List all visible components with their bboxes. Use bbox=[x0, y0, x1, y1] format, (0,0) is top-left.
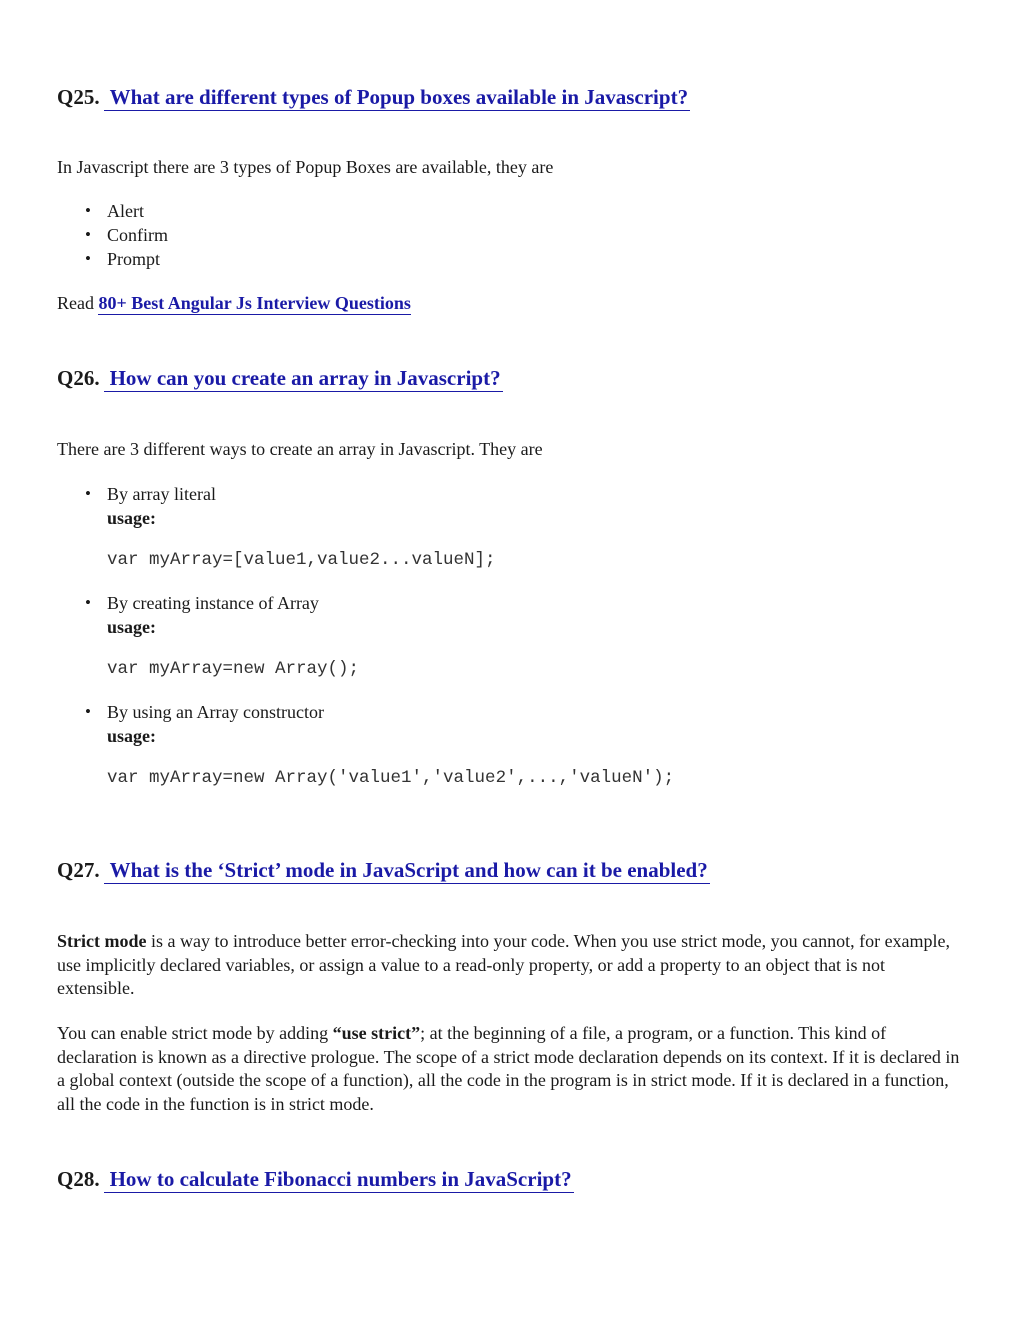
q28-heading bbox=[57, 1166, 574, 1192]
q25-read-more bbox=[57, 292, 962, 316]
q25-heading bbox=[57, 84, 690, 110]
q27-title-link[interactable]: What is the ‘Strict’ mode in JavaScript and how can it be enabled? bbox=[104, 858, 710, 884]
q27-paragraph-2 bbox=[57, 1022, 962, 1116]
strict-mode-term: Strict mode bbox=[57, 931, 147, 951]
usage-label: usage: bbox=[107, 617, 156, 637]
q26-number: Q26. bbox=[57, 366, 100, 390]
array-method-label: By array literal bbox=[107, 484, 216, 504]
bullet-icon: • bbox=[85, 702, 91, 721]
paragraph-text: ; at the beginning of a file, a program, or a function. This kind of declaration is known as a directive prologue. The scope of a strict mode declaration depends on its context. If it is declared in a global context (outside the scope of a function), all the code in the program is in strict mode. If it is declared in a function, all the code in the function is in strict mode. bbox=[57, 1023, 960, 1114]
paragraph-text: is a way to introduce better error-checking into your code. When you use strict mode, you cannot, for example, use implicitly declared variables, or assign a value to a read-only property, or add a property to an object that is not extensible. bbox=[57, 931, 951, 998]
array-method-label: By using an Array constructor bbox=[107, 702, 324, 722]
usage-label: usage: bbox=[107, 508, 156, 528]
angular-questions-link[interactable]: 80+ Best Angular Js Interview Questions bbox=[98, 293, 411, 313]
q25-title-link[interactable]: What are different types of Popup boxes available in Javascript? bbox=[104, 85, 690, 111]
usage-label: usage: bbox=[107, 726, 156, 746]
q28-title-link[interactable]: How to calculate Fibonacci numbers in JavaScript? bbox=[104, 1167, 574, 1193]
paragraph-text: You can enable strict mode by adding bbox=[57, 1023, 333, 1043]
q27-paragraph-1 bbox=[57, 930, 962, 1001]
q28-number: Q28. bbox=[57, 1167, 100, 1191]
q26-intro: There are 3 different ways to create an array in Javascript. They are bbox=[57, 439, 543, 459]
use-strict-term: “use strict” bbox=[332, 1023, 421, 1043]
q25-popup-list bbox=[57, 199, 168, 271]
list-item: • Confirm bbox=[57, 223, 168, 247]
bullet-icon: • bbox=[85, 593, 91, 612]
q27-heading bbox=[57, 857, 710, 883]
list-item: • Prompt bbox=[57, 247, 168, 271]
array-method-label: By creating instance of Array bbox=[107, 593, 319, 613]
code-snippet: var myArray=new Array('value1','value2',...,'valueN'); bbox=[107, 768, 675, 788]
q26-title-link[interactable]: How can you create an array in Javascript? bbox=[104, 366, 503, 392]
bullet-icon: • bbox=[85, 484, 91, 503]
q25-intro: In Javascript there are 3 types of Popup Boxes are available, they are bbox=[57, 157, 554, 177]
q26-heading bbox=[57, 365, 503, 391]
list-item: • Alert bbox=[57, 199, 168, 223]
code-snippet: var myArray=[value1,value2...valueN]; bbox=[107, 550, 496, 570]
q25-number: Q25. bbox=[57, 85, 100, 109]
code-snippet: var myArray=new Array(); bbox=[107, 659, 360, 679]
read-prefix: Read bbox=[57, 293, 94, 313]
q27-number: Q27. bbox=[57, 858, 100, 882]
